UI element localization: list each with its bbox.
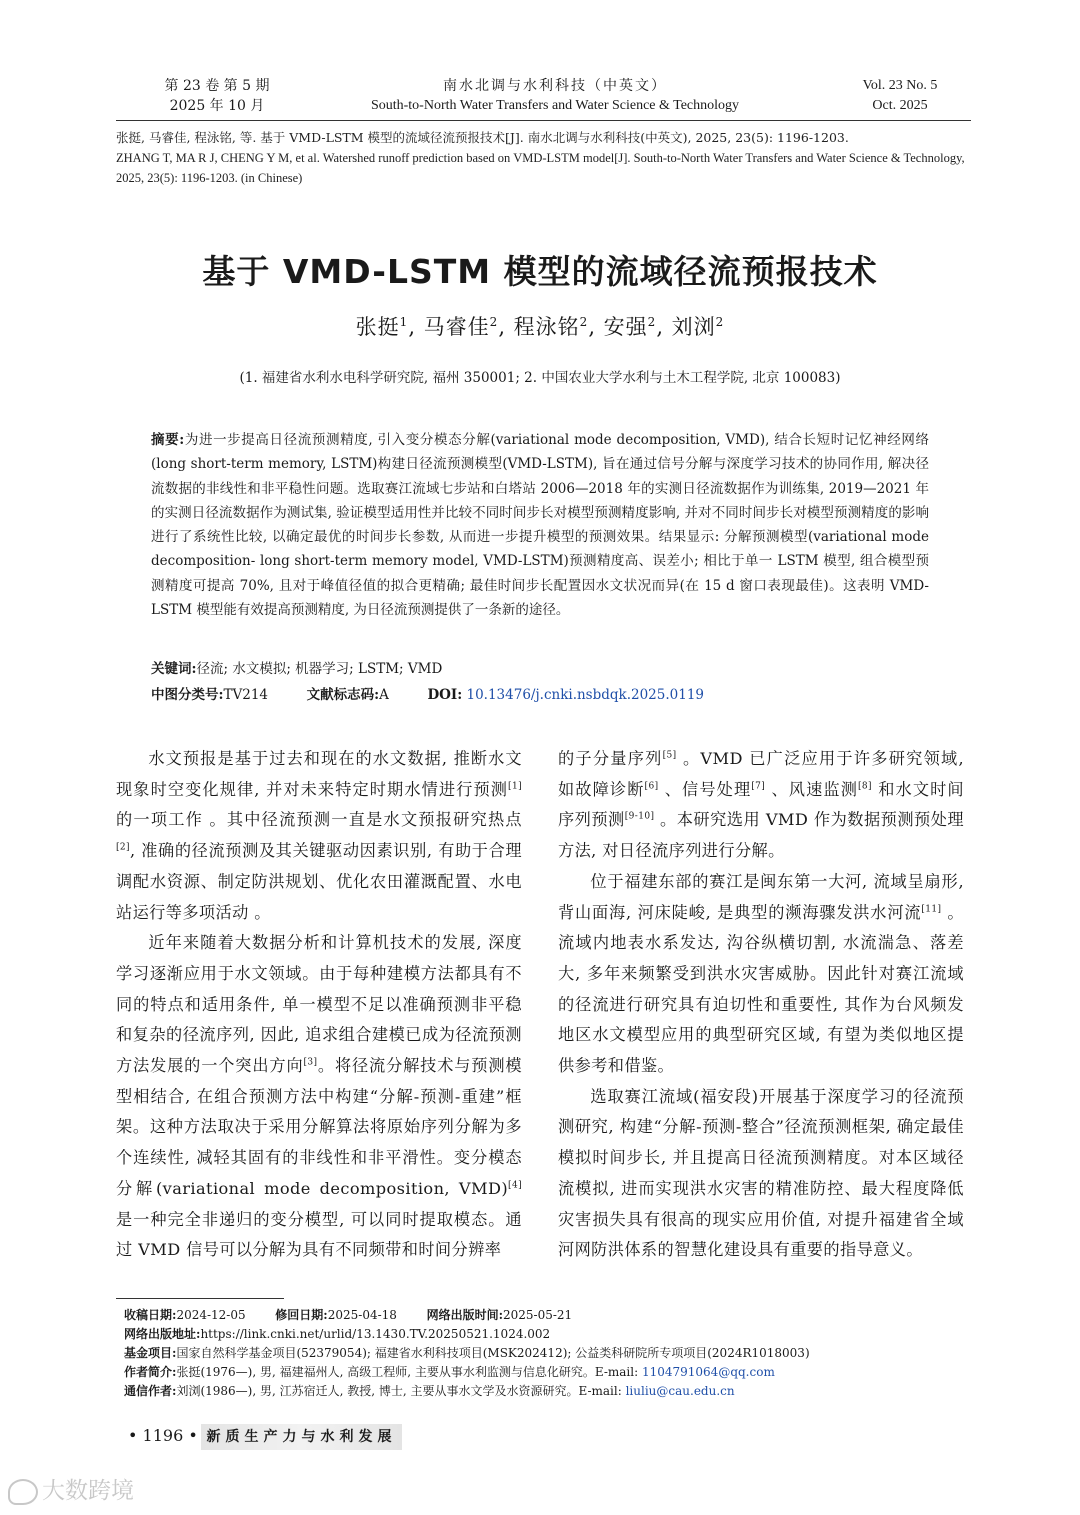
- abstract-label: 摘要:: [151, 432, 185, 448]
- doc-code-label: 文献标志码:: [306, 687, 380, 703]
- author-list: [0, 311, 1080, 341]
- header-volume-en: Vol. 23 No. 5: [862, 78, 938, 93]
- body-paragraph: 的子分量序列[5] 。VMD 已广泛应用于许多研究领域, 如故障诊断[6] 、信号处理[7] 、风速监测[8] 和水文时间序列预测[9-10] 。本研究选用 VMD 作为数据预测预处理方法, 对日径流序列进行分解。: [558, 749, 965, 861]
- author: 刘浏$^2$: [671, 315, 725, 339]
- section-banner: 新质生产力与水利发展: [201, 1424, 402, 1450]
- footnote-author: 作者简介:张挺(1976—), 男, 福建福州人, 高级工程师, 主要从事水利监测与信息化研究。E-mail: 1104791064@qq.com: [124, 1365, 775, 1379]
- keywords-label: 关键词:: [151, 661, 197, 677]
- author: 安强$^2$,: [603, 315, 672, 339]
- body-paragraph: 水文预报是基于过去和现在的水文数据, 推断水文现象时空变化规律, 并对未来特定时期水情进行预测[1]的一项工作 。其中径流预测一直是水文预报研究热点[2], 准确的径流预测及其关键驱动因素识别, 有助于合理调配水资源、制定防洪规划、优化农田灌溉配置、水电站运行等多项活动 。: [116, 749, 522, 922]
- abstract: [151, 428, 929, 622]
- watermark: 大数跨境: [8, 1472, 134, 1505]
- page-number: • 1196 •: [128, 1426, 198, 1445]
- footnotes: [124, 1306, 974, 1401]
- footnote-corresponding: 通信作者:刘浏(1986—), 男, 江苏宿迁人, 教授, 博士, 主要从事水文学及水资源研究。E-mail: liuliu@cau.edu.cn: [124, 1384, 735, 1398]
- header-rule: [116, 120, 971, 121]
- body-right-column: [558, 744, 964, 1266]
- ref-link[interactable]: [1]: [508, 781, 522, 792]
- keywords-text: 径流; 水文模拟; 机器学习; LSTM; VMD: [196, 661, 443, 677]
- doi-label: DOI:: [427, 687, 463, 703]
- online-url[interactable]: https://link.cnki.net/urlid/13.1430.TV.20250521.1024.002: [200, 1327, 551, 1341]
- watermark-logo-icon: [8, 1479, 38, 1505]
- header-right: [830, 76, 970, 116]
- ref-link[interactable]: [3]: [303, 1057, 318, 1068]
- ref-link[interactable]: [7]: [751, 781, 766, 792]
- ref-link[interactable]: [2]: [116, 842, 130, 853]
- doi-link[interactable]: 10.13476/j.cnki.nsbdqk.2025.0119: [466, 687, 705, 703]
- doc-code-value: A: [379, 687, 389, 703]
- header-center: [300, 76, 810, 116]
- body-paragraph: 近年来随着大数据分析和计算机技术的发展, 深度学习逐渐应用于水文领域。由于每种建模方法都具有不同的特点和适用条件, 单一模型不足以准确预测非平稳和复杂的径流序列, 因此, 追求组合建模已成为径流预测方法发展的一个突出方向[3]。将径流分解技术与预测模型相结合, 在组合预测方法中构建“分解-预测-重建”框架。这种方法取决于采用分解算法将原始序列分解为多个连续性, 减轻其固有的非线性和非平滑性。变分模态分解(variational mode decomposition, VMD)[4] 是一种完全非递归的变分模型, 可以同时提取模态。通过 VMD 信号可以分解为具有不同频带和时间分辨率: [116, 933, 522, 1260]
- classification-line: [151, 684, 929, 706]
- author-email-link[interactable]: 1104791064@qq.com: [641, 1365, 775, 1379]
- clc-label: 中图分类号:: [151, 687, 224, 703]
- header-journal-en: South-to-North Water Transfers and Water Science & Technology: [370, 98, 740, 113]
- author: 程泳铭$^2$,: [513, 315, 604, 339]
- paper-title: 基于 VMD-LSTM 模型的流域径流预报技术: [202, 252, 878, 291]
- abstract-text: 为进一步提高日径流预测精度, 引入变分模态分解(variational mode decomposition, VMD), 结合长短时记忆神经网络(long short-term memory, LSTM)构建日径流预测模型(VMD-LSTM), 旨在通过信号分解与深度学习技术的协同作用, 解决径流数据的非线性和非平稳性问题。选取赛江流域七步站和白塔站 2006—2018 年的实测日径流数据作为训练集, 2019—2021 年的实测日径流数据作为测试集, 验证模型适用性并比较不同时间步长对模型预测精度影响, 并对不同时间步长对模型预测精度的影响进行了系统性比较, 以确定最优的时间步长参数, 从而进一步提升模型的预测效果。结果显示: 分解预测模型(variational mode decomposition- long short-term memory model, VMD-LSTM)预测精度高、误差小; 相比于单一 LSTM 模型, 组合模型预测精度可提高 70%, 且对于峰值径值的拟合更精确; 最佳时间步长配置因水文状况而异(在 15 d 窗口表现最佳)。这表明 VMD-LSTM 模型能有效提高预测精度, 为日径流预测提供了一条新的途径。: [151, 432, 929, 619]
- header-journal-cn: 南水北调与水利科技（中英文）: [443, 78, 667, 94]
- header-left: [137, 76, 297, 116]
- ref-link[interactable]: [11]: [921, 904, 942, 915]
- affiliation: (1. 福建省水利水电科学研究院, 福州 350001; 2. 中国农业大学水利与土木工程学院, 北京 100083): [239, 370, 841, 386]
- clc-value: TV214: [223, 687, 269, 703]
- ref-link[interactable]: [4]: [508, 1180, 522, 1191]
- footnote-fund: 基金项目:国家自然科学基金项目(52379054); 福建省水利科技项目(MSK202412); 公益类科研院所专项项目(2024R1018003): [124, 1346, 810, 1360]
- body-paragraph: 位于福建东部的赛江是闽东第一大河, 流域呈扇形, 背山面海, 河床陡峻, 是典型的濒海骤发洪水河流[11] 。流域内地表水系发达, 沟谷纵横切割, 水流湍急、落差大, 多年来频繁受到洪水灾害威胁。因此针对赛江流域的径流进行研究具有迫切性和重要性, 其作为台风频发地区水文模型应用的典型研究区域, 有望为类似地区提供参考和借鉴。: [558, 871, 964, 1076]
- corresponding-email-link[interactable]: liuliu@cau.edu.cn: [625, 1384, 735, 1398]
- author: 马睿佳$^2$,: [423, 315, 514, 339]
- keywords: [151, 658, 929, 680]
- header-date-cn: 2025 年 10 月: [169, 98, 265, 114]
- footnote-rule: [116, 1298, 284, 1299]
- author: 张挺$^1$,: [355, 315, 424, 339]
- footnote-url: 网络出版地址:https://link.cnki.net/urlid/13.1430.TV.20250521.1024.002: [124, 1327, 551, 1341]
- header-volume-cn: 第 23 卷 第 5 期: [164, 78, 270, 94]
- citation-block: [116, 128, 971, 188]
- footnote-dates: 收稿日期:2024-12-05 修回日期:2025-04-18 网络出版时间:2025-05-21: [124, 1308, 573, 1322]
- ref-link[interactable]: [6]: [644, 781, 659, 792]
- citation-en: ZHANG T, MA R J, CHENG Y M, et al. Watershed runoff prediction based on VMD-LSTM model[J]. South-to-North Water Transfers and Water Science & Technology, 2025, 23(5): 1196-1203. (in Chinese): [116, 151, 965, 185]
- ref-link[interactable]: [8]: [858, 781, 872, 792]
- ref-link[interactable]: [5]: [662, 750, 677, 761]
- body-left-column: [116, 744, 522, 1266]
- body-paragraph: 选取赛江流域(福安段)开展基于深度学习的径流预测研究, 构建“分解-预测-整合”径流预测框架, 确定最佳模拟时间步长, 并且提高日径流预测精度。对本区域径流模拟, 进而实现洪水灾害的精准防控、最大程度降低灾害损失具有很高的现实应用价值, 对提升福建省全域河网防洪体系的智慧化建设具有重要的指导意义。: [558, 1086, 964, 1260]
- ref-link[interactable]: [9-10]: [624, 812, 655, 823]
- citation-cn: 张挺, 马睿佳, 程泳铭, 等. 基于 VMD-LSTM 模型的流域径流预报技术[J]. 南水北调与水利科技(中英文), 2025, 23(5): 1196-1203.: [116, 130, 849, 145]
- header-date-en: Oct. 2025: [872, 98, 928, 113]
